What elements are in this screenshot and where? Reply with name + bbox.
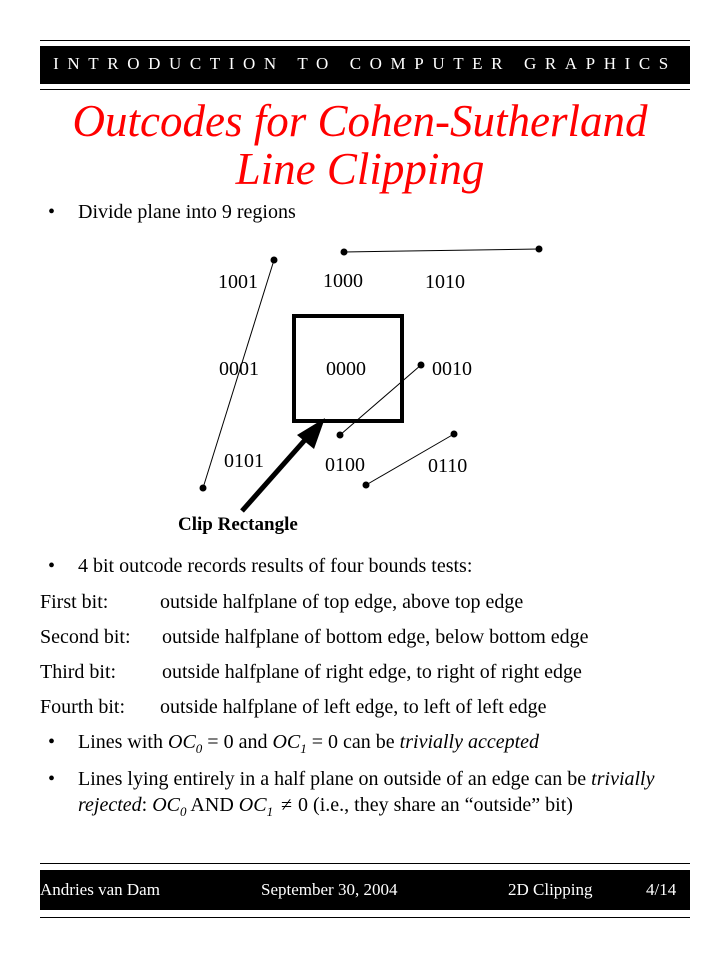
bit-label: Third bit:: [40, 661, 117, 683]
not-equal-symbol: ≠: [281, 794, 293, 816]
footer-bottom-rule: [40, 917, 690, 918]
bullet-divide-plane: [48, 199, 678, 225]
footer-topic: 2D Clipping: [508, 880, 593, 899]
oc-symbol: OC: [152, 794, 181, 816]
bullet-dot: •: [48, 201, 56, 223]
reject-text: :: [141, 794, 153, 816]
accept-text: = 0 can be: [306, 731, 400, 753]
endpoint-dot: [341, 249, 348, 256]
top-rule: [40, 40, 690, 41]
course-banner: [40, 46, 690, 84]
region-label-right: 0010: [432, 358, 472, 380]
oc-subscript: 0: [195, 741, 203, 756]
bit-desc-third: outside halfplane of right edge, to right of right edge: [162, 661, 582, 683]
bit-row-second: [40, 624, 131, 650]
oc-symbol: OC: [238, 794, 267, 816]
region-label-bottom-left: 0101: [224, 450, 264, 472]
reject-text: AND: [186, 794, 239, 816]
bullet-dot: •: [48, 768, 56, 790]
endpoint-dot: [418, 362, 425, 369]
bullet-dot: •: [48, 731, 56, 753]
region-label-left: 0001: [219, 358, 259, 380]
accept-emphasis: trivially accepted: [399, 731, 540, 753]
bit-desc-second: outside halfplane of bottom edge, below bottom edge: [162, 626, 589, 648]
clip-rectangle-caption: Clip Rectangle: [178, 514, 298, 535]
bit-desc-fourth: outside halfplane of left edge, to left of left edge: [160, 696, 547, 718]
endpoint-dot: [200, 485, 207, 492]
bullet-trivially-accepted: [48, 729, 688, 762]
slide-title-line-1: Outcodes for Cohen-Sutherland: [72, 96, 648, 146]
oc-symbol: OC: [168, 731, 196, 753]
endpoint-dot: [337, 432, 344, 439]
accept-text: = 0 and: [202, 731, 273, 753]
bullet-dot: •: [48, 555, 56, 577]
accept-text: Lines with: [78, 731, 168, 753]
endpoint-dot: [363, 482, 370, 489]
region-label-top: 1000: [323, 270, 363, 292]
footer-bar: [40, 870, 690, 910]
bullet-trivially-rejected: [48, 766, 678, 825]
bit-label: Fourth bit:: [40, 696, 126, 718]
footer-top-rule: [40, 863, 690, 864]
footer-author: Andries van Dam: [40, 880, 160, 899]
region-label-center: 0000: [326, 358, 366, 380]
bullet-text: Divide plane into 9 regions: [78, 201, 296, 223]
region-label-top-left: 1001: [218, 271, 258, 293]
region-label-top-right: 1010: [425, 271, 465, 293]
bit-desc-first: outside halfplane of top edge, above top edge: [160, 591, 524, 613]
bullet-text: 4 bit outcode records results of four bounds tests:: [78, 555, 473, 577]
footer-date: September 30, 2004: [261, 880, 398, 899]
bit-label: Second bit:: [40, 626, 131, 648]
bit-label: First bit:: [40, 591, 109, 613]
bullet-bounds-tests: [48, 553, 688, 579]
endpoint-dot: [451, 431, 458, 438]
oc-symbol: OC: [272, 731, 301, 753]
bit-row-third: [40, 659, 116, 685]
course-title: INTRODUCTION TO COMPUTER GRAPHICS: [53, 54, 677, 73]
region-label-bottom-right: 0110: [428, 455, 468, 477]
endpoint-dot: [536, 246, 543, 253]
reject-text: Lines lying entirely in a half plane on outside of an edge can be: [78, 768, 592, 790]
bit-row-first: [40, 589, 108, 615]
outcode-diagram: [0, 235, 720, 540]
oc-subscript: 1: [266, 804, 274, 819]
endpoint-dot: [271, 257, 278, 264]
slide-title-line-2: Line Clipping: [235, 144, 485, 194]
oc-subscript: 0: [180, 804, 187, 819]
banner-rule: [40, 89, 690, 90]
footer-page: 4/14: [646, 880, 677, 899]
reject-emphasis: trivially rejected: [78, 768, 655, 816]
region-label-bottom: 0100: [325, 454, 365, 476]
bit-row-fourth: [40, 694, 125, 720]
segment-top-horizontal: [344, 249, 539, 252]
oc-subscript: 1: [300, 741, 307, 756]
reject-text: 0 (i.e., they share an “outside” bit): [298, 794, 573, 816]
